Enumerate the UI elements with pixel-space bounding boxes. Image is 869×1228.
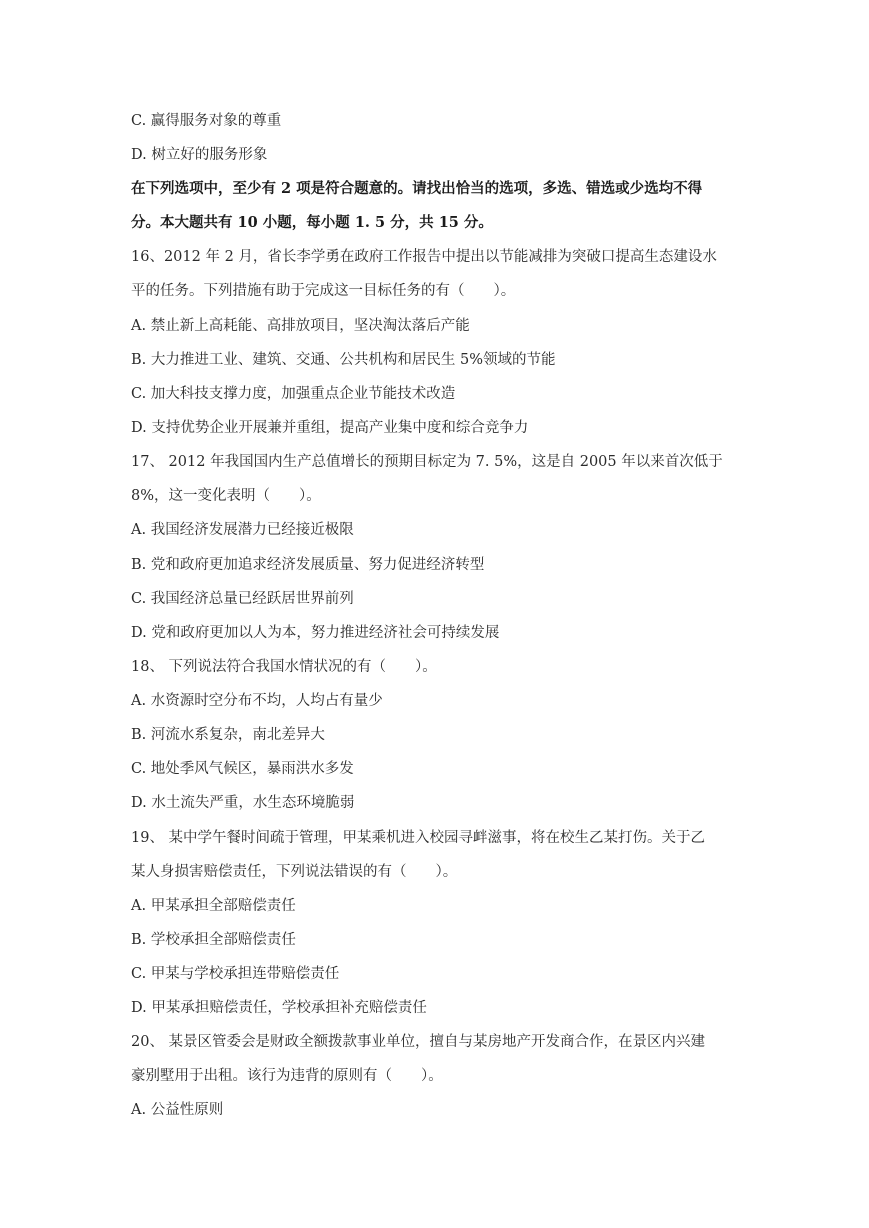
option-c-q17: C. 我国经济总量已经跃居世界前列 (131, 591, 354, 607)
question-18: 18、 下列说法符合我国水情状况的有（ ）。 (131, 659, 437, 675)
option-d-q19: D. 甲某承担赔偿责任，学校承担补充赔偿责任 (131, 1000, 427, 1016)
option-a-q19: A. 甲某承担全部赔偿责任 (131, 898, 296, 914)
option-b-q16: B. 大力推进工业、建筑、交通、公共机构和居民生 5%领域的节能 (131, 352, 556, 368)
question-20-line-2: 豪别墅用于出租。该行为违背的原则有（ ）。 (131, 1068, 443, 1084)
option-a-q18: A. 水资源时空分布不均，人均占有量少 (131, 693, 383, 709)
question-17-line-2: 8%，这一变化表明（ ）。 (131, 488, 321, 504)
question-16-line-1: 16、2012 年 2 月，省长李学勇在政府工作报告中提出以节能减排为突破口提高生态建设水 (131, 249, 717, 265)
option-a-q17: A. 我国经济发展潜力已经接近极限 (131, 522, 354, 538)
option-c-q16: C. 加大科技支撑力度，加强重点企业节能技术改造 (131, 386, 456, 402)
option-c-q15: C. 赢得服务对象的尊重 (131, 113, 282, 129)
question-19-line-1: 19、 某中学午餐时间疏于管理，甲某乘机进入校园寻衅滋事，将在校生乙某打伤。关于乙 (131, 830, 706, 846)
option-d-q17: D. 党和政府更加以人为本，努力推进经济社会可持续发展 (131, 625, 500, 641)
question-16-line-2: 平的任务。下列措施有助于完成这一目标任务的有（ ）。 (131, 283, 516, 299)
option-b-q19: B. 学校承担全部赔偿责任 (131, 932, 296, 948)
question-17-line-1: 17、 2012 年我国国内生产总值增长的预期目标定为 7. 5%，这是自 2005 年以来首次低于 (131, 454, 723, 470)
option-b-q17: B. 党和政府更加追求经济发展质量、努力促进经济转型 (131, 557, 485, 573)
option-c-q19: C. 甲某与学校承担连带赔偿责任 (131, 966, 340, 982)
option-b-q18: B. 河流水系复杂，南北差异大 (131, 727, 325, 743)
option-d-q18: D. 水土流失严重，水生态环境脆弱 (131, 795, 355, 811)
option-c-q18: C. 地处季风气候区，暴雨洪水多发 (131, 761, 354, 777)
option-d-q16: D. 支持优势企业开展兼并重组，提高产业集中度和综合竞争力 (131, 420, 529, 436)
option-a-q20: A. 公益性原则 (131, 1102, 224, 1118)
option-d-q15: D. 树立好的服务形象 (131, 147, 268, 163)
question-19-line-2: 某人身损害赔偿责任，下列说法错误的有（ ）。 (131, 864, 458, 880)
question-20-line-1: 20、 某景区管委会是财政全额拨款事业单位，擅自与某房地产开发商合作，在景区内兴建 (131, 1034, 706, 1050)
option-a-q16: A. 禁止新上高耗能、高排放项目，坚决淘汰落后产能 (131, 318, 470, 334)
section-instructions-line-1: 在下列选项中，至少有 2 项是符合题意的。请找出恰当的选项，多选、错选或少选均不得 (131, 180, 703, 197)
section-instructions-line-2: 分。本大题共有 10 小题，每小题 1. 5 分，共 15 分。 (131, 214, 493, 231)
